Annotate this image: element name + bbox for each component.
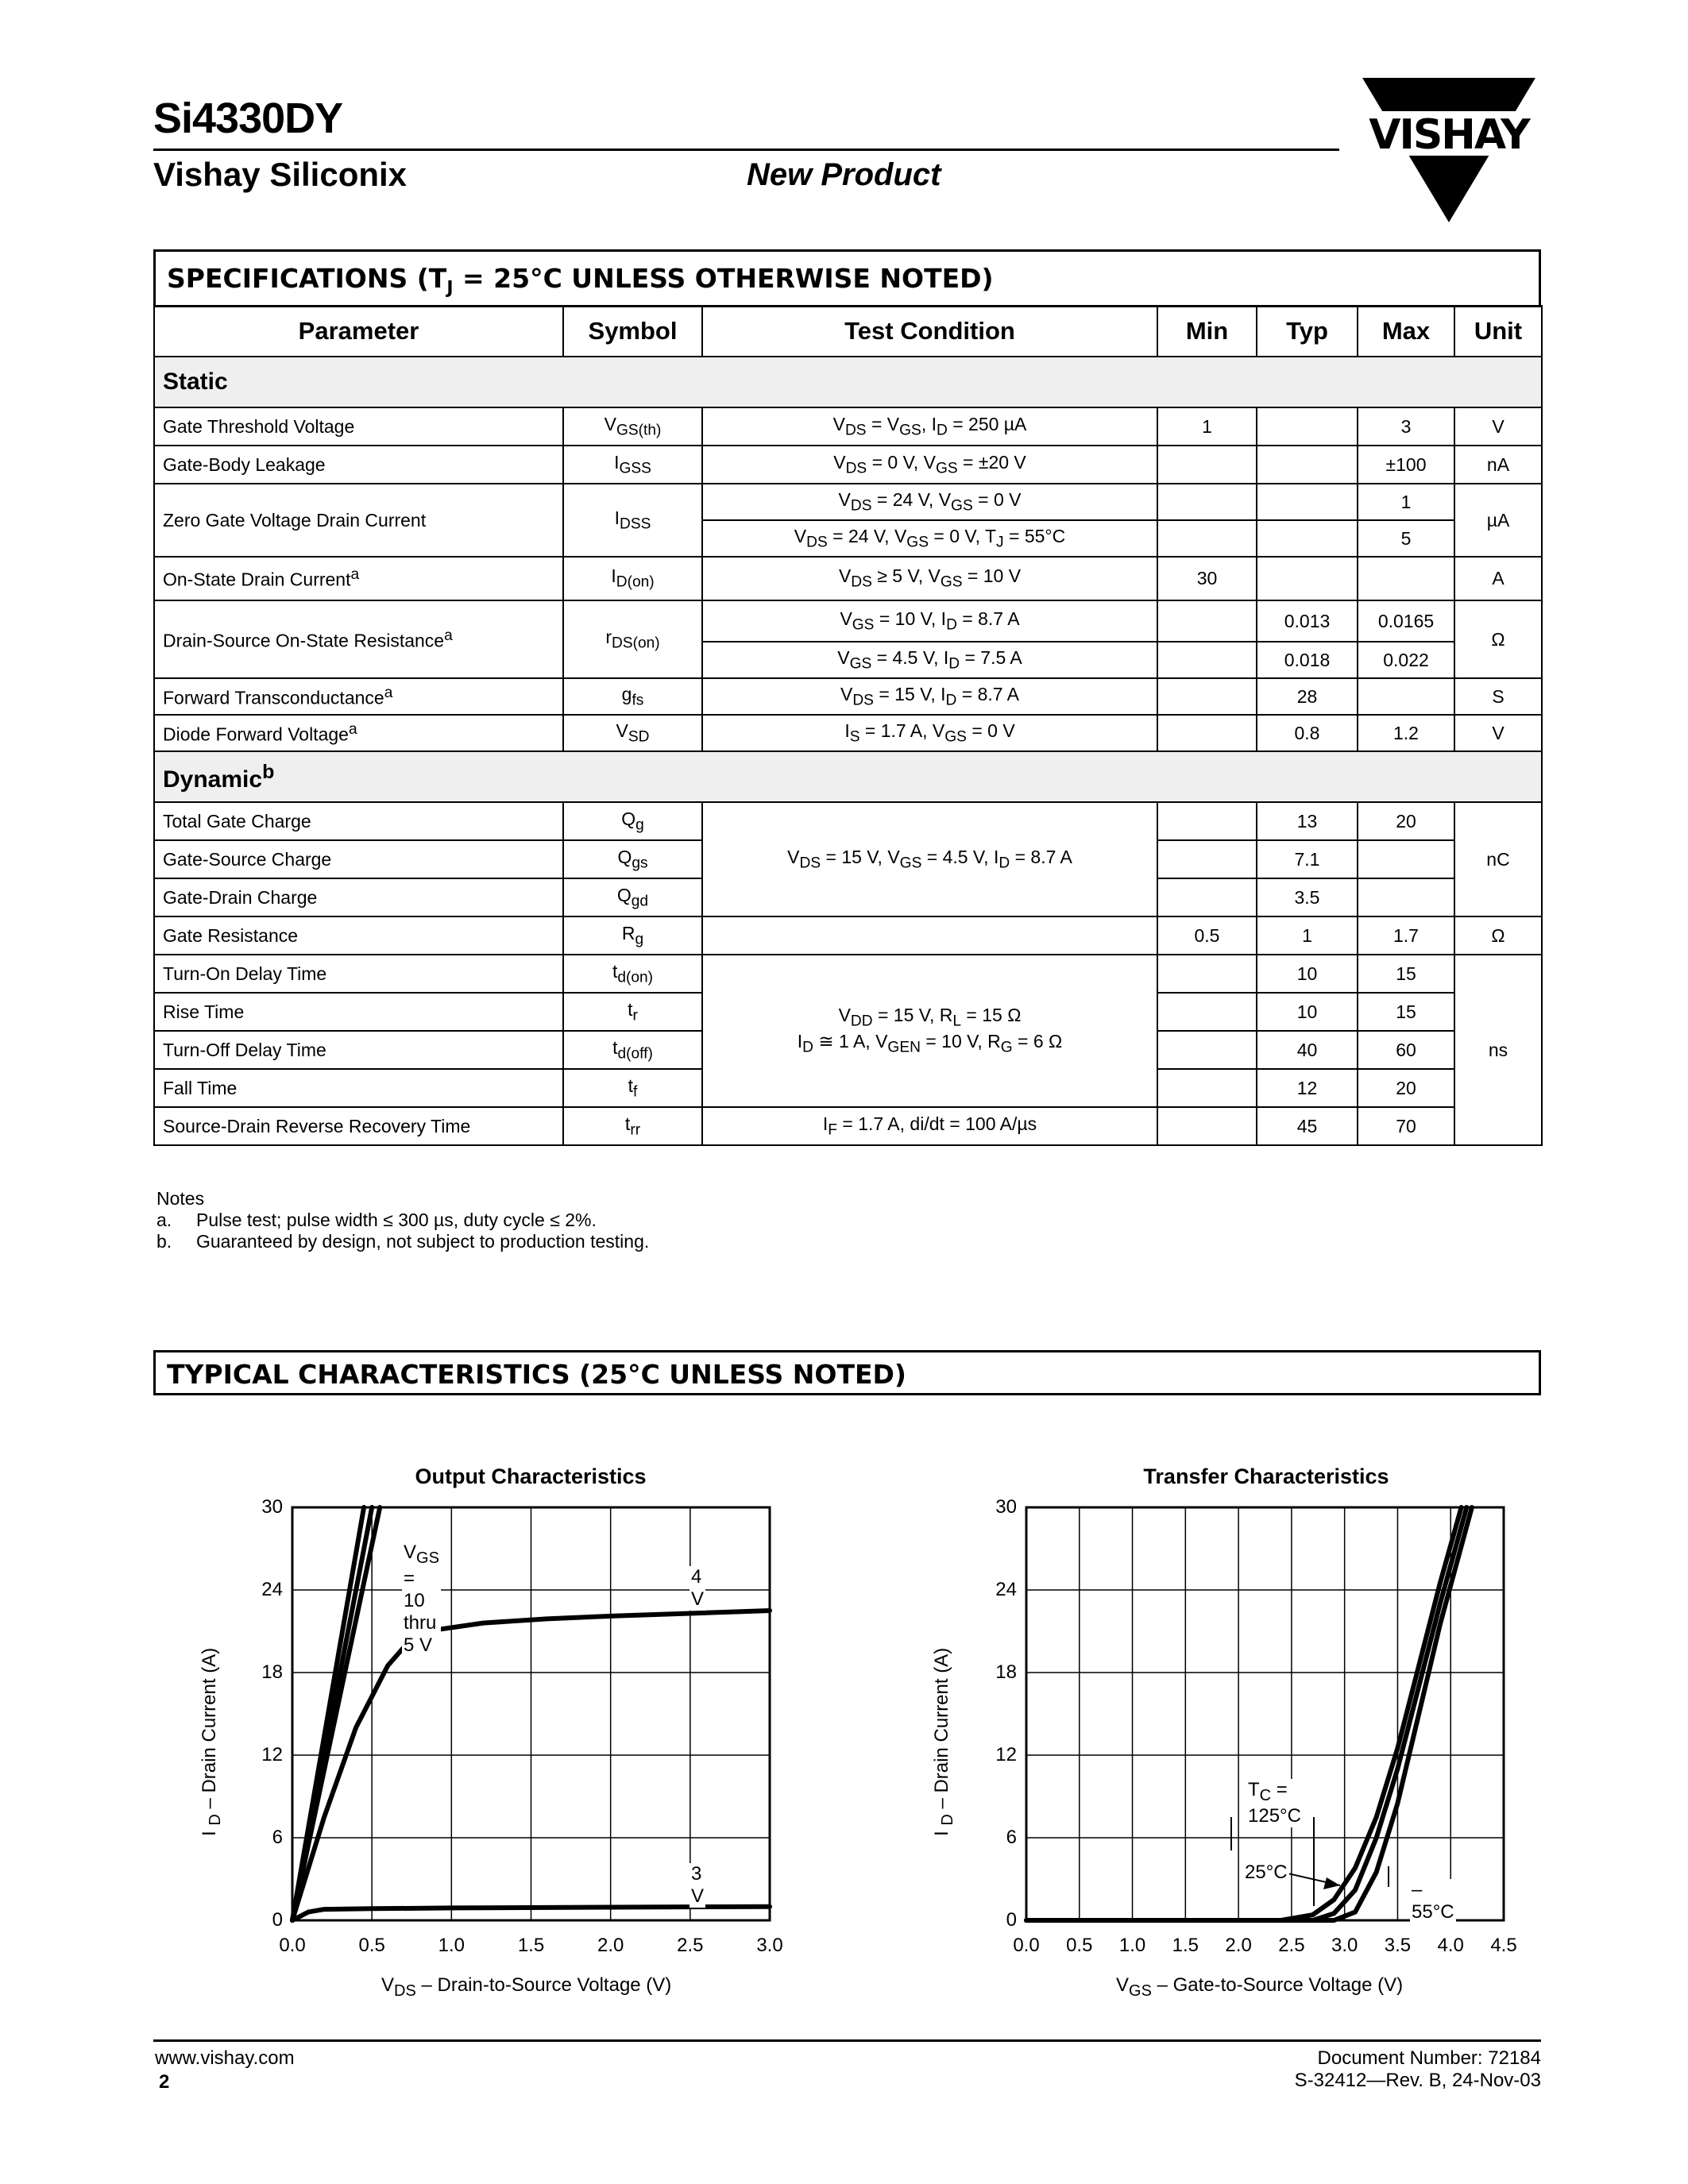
min-cell [1157,1031,1257,1069]
min-cell [1157,715,1257,751]
typ-cell: 28 [1257,678,1358,715]
chart-title: Transfer Characteristics [1143,1464,1389,1488]
symbol: V [616,720,628,741]
series-label-125c: $T_C = 125^\circ C$ [1248,1779,1301,1827]
param-text: Diode Forward Voltage [163,723,349,745]
typ-cell: 3.5 [1257,878,1358,916]
x-tick-label: 1.5 [517,1935,545,1956]
company-name: Vishay Siliconix [153,156,408,193]
note-text: Pulse test; pulse width ≤ 300 µs, duty cycle ≤ 2%. [196,1210,597,1230]
spec-title-text: SPECIFICATIONS (T [167,263,447,294]
symbol-sub: SD [628,728,650,746]
table-row [154,1107,1542,1145]
y-tick-label: 12 [995,1744,1017,1765]
symbol-sub: d(on) [617,969,654,986]
spec-title-rest: = 25°C UNLESS OTHERWISE NOTED) [453,263,994,294]
typ-cell [1257,557,1358,600]
y-tick-label: 0 [272,1909,283,1931]
y-tick-label: 6 [272,1827,283,1848]
param-cell [154,600,563,678]
table-row [154,407,1542,446]
series-label-3v: 3 V [691,1863,705,1907]
spec-table [153,305,1543,1146]
typ-cell: 45 [1257,1107,1358,1145]
max-cell [1358,557,1454,600]
min-cell: 30 [1157,557,1257,600]
table-row [154,916,1542,955]
table-row [154,715,1542,751]
series-label-25c: 25°C [1245,1862,1288,1883]
y-axis-label: I $_D$ – Drain Current (A) [931,1647,956,1836]
max-cell [1358,678,1454,715]
y-tick-label: 18 [995,1661,1017,1683]
min-cell [1157,993,1257,1031]
param-cell: Gate Resistance [154,916,563,955]
min-cell [1157,678,1257,715]
x-tick-label: 1.5 [1172,1935,1199,1956]
symbol-sub: DS(on) [611,635,660,652]
min-cell [1157,1107,1257,1145]
y-tick-label: 12 [261,1744,283,1765]
max-cell: 20 [1358,1069,1454,1107]
max-cell: 0.022 [1358,642,1454,678]
symbol-sub: GSS [619,460,651,477]
param-text: Drain-Source On-State Resistance [163,630,445,651]
symbol-sub: DSS [620,515,651,533]
table-row [154,955,1542,993]
symbol: Q [616,884,632,905]
symbol: g [621,683,632,704]
param-text: On-State Drain Current [163,569,351,590]
col-header: Max [1358,306,1454,357]
symbol-cell [563,446,702,484]
typ-cell [1257,520,1358,557]
footnote-ref: a [384,684,393,701]
symbol: I [614,451,620,473]
part-number: Si4330DY [153,95,343,142]
typ-cell: 40 [1257,1031,1358,1069]
max-cell: 60 [1358,1031,1454,1069]
footer-rule [153,2039,1541,2042]
param-cell: Gate Threshold Voltage [154,407,563,446]
section-row [154,751,1542,802]
x-tick-label: 2.0 [1225,1935,1252,1956]
min-cell [1157,642,1257,678]
symbol-sub: g [635,931,644,948]
cond-cell: $V_{DS} \ge 5$ V, $V_{GS} = 10$ V [702,557,1157,600]
param-cell: Turn-On Delay Time [154,955,563,993]
series-label-minus55c: –55°C [1412,1879,1454,1923]
symbol: t [612,1036,618,1058]
spec-title-box [153,249,1541,307]
symbol: Q [621,808,636,829]
y-tick-label: 30 [995,1496,1017,1518]
typ-cell [1257,446,1358,484]
x-axis-label: $V_{DS}$ – Drain-to-Source Voltage (V) [381,1974,672,2000]
min-cell: 1 [1157,407,1257,446]
max-cell: 1 [1358,484,1454,520]
y-tick-label: 30 [261,1496,283,1518]
cond-cell: $V_{DS} = V_{GS}$, $I_D = 250$ µA [702,407,1157,446]
param-cell [154,715,563,751]
symbol-sub: GS(th) [616,422,662,439]
chart-title: Output Characteristics [415,1464,647,1488]
symbol: t [628,998,633,1020]
footer-website[interactable]: www.vishay.com [155,2047,295,2069]
unit-cell: nC [1454,802,1542,916]
param-cell: Fall Time [154,1069,563,1107]
typ-cell: 10 [1257,993,1358,1031]
unit-cell: V [1454,715,1542,751]
typ-cell [1257,484,1358,520]
typ-cell [1257,407,1358,446]
x-tick-label: 4.5 [1490,1935,1517,1956]
symbol-cell [563,993,702,1031]
cond-cell: $I_S = 1.7$ A, $V_{GS} = 0$ V [702,715,1157,751]
symbol-cell [563,802,702,840]
min-cell [1157,1069,1257,1107]
y-tick-label: 18 [261,1661,283,1683]
unit-cell: V [1454,407,1542,446]
x-tick-label: 3.0 [756,1935,783,1956]
note-a [156,1210,649,1231]
footnote-ref: a [348,720,357,738]
series-label-4v: 4 V [691,1566,705,1610]
series-line [292,1507,380,1920]
max-cell: 20 [1358,802,1454,840]
section-row [154,357,1542,407]
section-dynamic [154,751,1542,802]
symbol: t [612,960,618,982]
min-cell [1157,955,1257,993]
x-axis-label: $V_{GS}$ – Gate-to-Source Voltage (V) [1116,1974,1404,2000]
x-tick-label: 0.0 [279,1935,306,1956]
series-label-vgs: $V_{GS} = 10$ thru 5 V [404,1542,439,1656]
table-row [154,557,1542,600]
symbol-sub: f [633,1083,638,1101]
cond-cell: $V_{DS} = 24$ V, $V_{GS} = 0$ V [702,484,1157,520]
cond-cell: $V_{GS} = 4.5$ V, $I_D = 7.5$ A [702,642,1157,678]
cond-cell: $V_{DS} = 15$ V, $I_D = 8.7$ A [702,678,1157,715]
min-cell [1157,600,1257,642]
table-row [154,484,1542,520]
param-cell: Gate-Drain Charge [154,878,563,916]
cond-cell [702,916,1157,955]
symbol-cell [563,678,702,715]
unit-cell: Ω [1454,916,1542,955]
typical-title: TYPICAL CHARACTERISTICS (25°C UNLESS NOTED) [167,1359,907,1390]
col-header: Min [1157,306,1257,357]
max-cell: 1.7 [1358,916,1454,955]
min-cell [1157,840,1257,878]
cond-cell: $V_{DD} = 15$ V, $R_L = 15$ Ω $I_D$ ≅ 1 A, $V_{GEN} = 10$ V, $R_G = 6$ Ω [702,955,1157,1107]
typ-cell: 10 [1257,955,1358,993]
x-tick-label: 0.5 [358,1935,385,1956]
col-header: Symbol [563,306,702,357]
footnote-ref: b [262,760,275,783]
symbol-cell [563,1107,702,1145]
col-header: Parameter [154,306,563,357]
header-rule [153,149,1339,151]
max-cell: 0.0165 [1358,600,1454,642]
param-cell: Rise Time [154,993,563,1031]
y-tick-label: 24 [995,1579,1017,1600]
section-dynamic-text: Dynamic [163,766,263,793]
x-tick-label: 3.5 [1384,1935,1412,1956]
x-tick-label: 2.5 [677,1935,704,1956]
cond-cell: $V_{DS} = 24$ V, $V_{GS} = 0$ V, $T_J = 55^\circ C$ [702,520,1157,557]
min-cell [1157,484,1257,520]
symbol-cell [563,557,702,600]
page-number: 2 [159,2071,170,2093]
typ-cell: 12 [1257,1069,1358,1107]
symbol-sub: gd [631,893,649,910]
col-header: Test Condition [702,306,1157,357]
param-cell: Zero Gate Voltage Drain Current [154,484,563,557]
arrow-head [1323,1877,1340,1889]
x-tick-label: 0.0 [1013,1935,1040,1956]
cond-cell: $I_F = 1.7$ A, di/dt = 100 A/µs [702,1107,1157,1145]
x-tick-label: 1.0 [438,1935,465,1956]
y-tick-label: 6 [1006,1827,1017,1848]
unit-cell: µA [1454,484,1542,557]
series-line [1026,1507,1466,1920]
symbol-cell [563,1069,702,1107]
unit-cell: nA [1454,446,1542,484]
cond-cell: $V_{DS} = 0$ V, $V_{GS} = \pm 20$ V [702,446,1157,484]
series-line [1026,1507,1462,1920]
symbol-sub: g [635,816,644,834]
symbol: Q [617,846,632,867]
symbol-cell [563,840,702,878]
x-tick-label: 4.0 [1437,1935,1464,1956]
notes-heading: Notes [156,1188,205,1209]
symbol-sub: gs [632,855,648,872]
spec-title-sub: J [446,278,454,299]
table-row [154,446,1542,484]
x-tick-label: 3.0 [1331,1935,1358,1956]
symbol: r [605,626,612,647]
revision: S-32412—Rev. B, 24-Nov-03 [1294,2070,1541,2091]
cond-cell: $V_{GS} = 10$ V, $I_D = 8.7$ A [702,600,1157,642]
min-cell [1157,520,1257,557]
unit-cell: S [1454,678,1542,715]
max-cell: 1.2 [1358,715,1454,751]
logo-text: VISHAY [1369,111,1529,159]
symbol: I [611,565,616,587]
max-cell: 15 [1358,993,1454,1031]
col-header: Typ [1257,306,1358,357]
note-text: Guaranteed by design, not subject to production testing. [196,1231,650,1252]
product-status: New Product [747,157,941,192]
chart-plot [1026,1507,1504,1920]
max-cell: 70 [1358,1107,1454,1145]
note-key: b. [156,1231,172,1252]
col-header: Unit [1454,306,1542,357]
param-cell: Gate-Body Leakage [154,446,563,484]
table-header-row [154,306,1542,357]
symbol-cell [563,484,702,557]
y-tick-label: 0 [1006,1909,1017,1931]
max-cell [1358,840,1454,878]
symbol-cell [563,916,702,955]
typ-cell: 0.013 [1257,600,1358,642]
param-cell: Turn-Off Delay Time [154,1031,563,1069]
y-tick-label: 24 [261,1579,283,1600]
typ-cell: 13 [1257,802,1358,840]
symbol: t [624,1113,631,1134]
vishay-logo [1362,78,1535,222]
table-row [154,802,1542,840]
table-row [154,600,1542,642]
x-tick-label: 2.0 [597,1935,624,1956]
symbol-cell [563,878,702,916]
table-row [154,678,1542,715]
footnote-ref: a [350,566,360,584]
symbol-sub: rr [630,1121,641,1139]
param-cell [154,557,563,600]
symbol: R [621,922,635,943]
symbol: V [604,413,616,434]
symbol-cell [563,407,702,446]
max-cell: 5 [1358,520,1454,557]
param-cell: Gate-Source Charge [154,840,563,878]
symbol-cell [563,955,702,993]
max-cell: ±100 [1358,446,1454,484]
unit-cell: Ω [1454,600,1542,678]
symbol: I [614,507,620,528]
footnote-ref: a [444,627,453,644]
section-static: Static [154,357,1542,407]
unit-cell: ns [1454,955,1542,1145]
unit-cell: A [1454,557,1542,600]
symbol-cell [563,600,702,678]
symbol: t [628,1075,634,1096]
min-cell [1157,446,1257,484]
cond-cell: $V_{DS} = 15$ V, $V_{GS} = 4.5$ V, $I_D = 8.7$ A [702,802,1157,916]
max-cell: 15 [1358,955,1454,993]
note-b [156,1231,649,1252]
symbol-sub: fs [632,692,644,709]
typ-cell: 0.8 [1257,715,1358,751]
param-cell: Total Gate Charge [154,802,563,840]
max-cell: 3 [1358,407,1454,446]
note-key: a. [156,1210,172,1230]
param-cell [154,678,563,715]
x-tick-label: 2.5 [1278,1935,1305,1956]
typ-cell: 1 [1257,916,1358,955]
typical-title-box [153,1350,1541,1395]
typ-cell: 7.1 [1257,840,1358,878]
x-tick-label: 0.5 [1066,1935,1093,1956]
doc-number: Document Number: 72184 [1317,2047,1541,2069]
symbol-cell [563,1031,702,1069]
plot-frame [1026,1507,1504,1920]
min-cell [1157,802,1257,840]
x-tick-label: 1.0 [1118,1935,1146,1956]
min-cell [1157,878,1257,916]
y-axis-label: I $_D$ – Drain Current (A) [199,1647,224,1836]
min-cell: 0.5 [1157,916,1257,955]
symbol-cell [563,715,702,751]
symbol-sub: d(off) [617,1045,653,1063]
param-text: Forward Transconductance [163,687,384,708]
max-cell [1358,878,1454,916]
symbol-sub: r [632,1007,638,1024]
typ-cell: 0.018 [1257,642,1358,678]
param-cell: Source-Drain Reverse Recovery Time [154,1107,563,1145]
symbol-sub: D(on) [616,573,655,591]
spec-title [167,263,994,299]
notes [156,1188,649,1252]
